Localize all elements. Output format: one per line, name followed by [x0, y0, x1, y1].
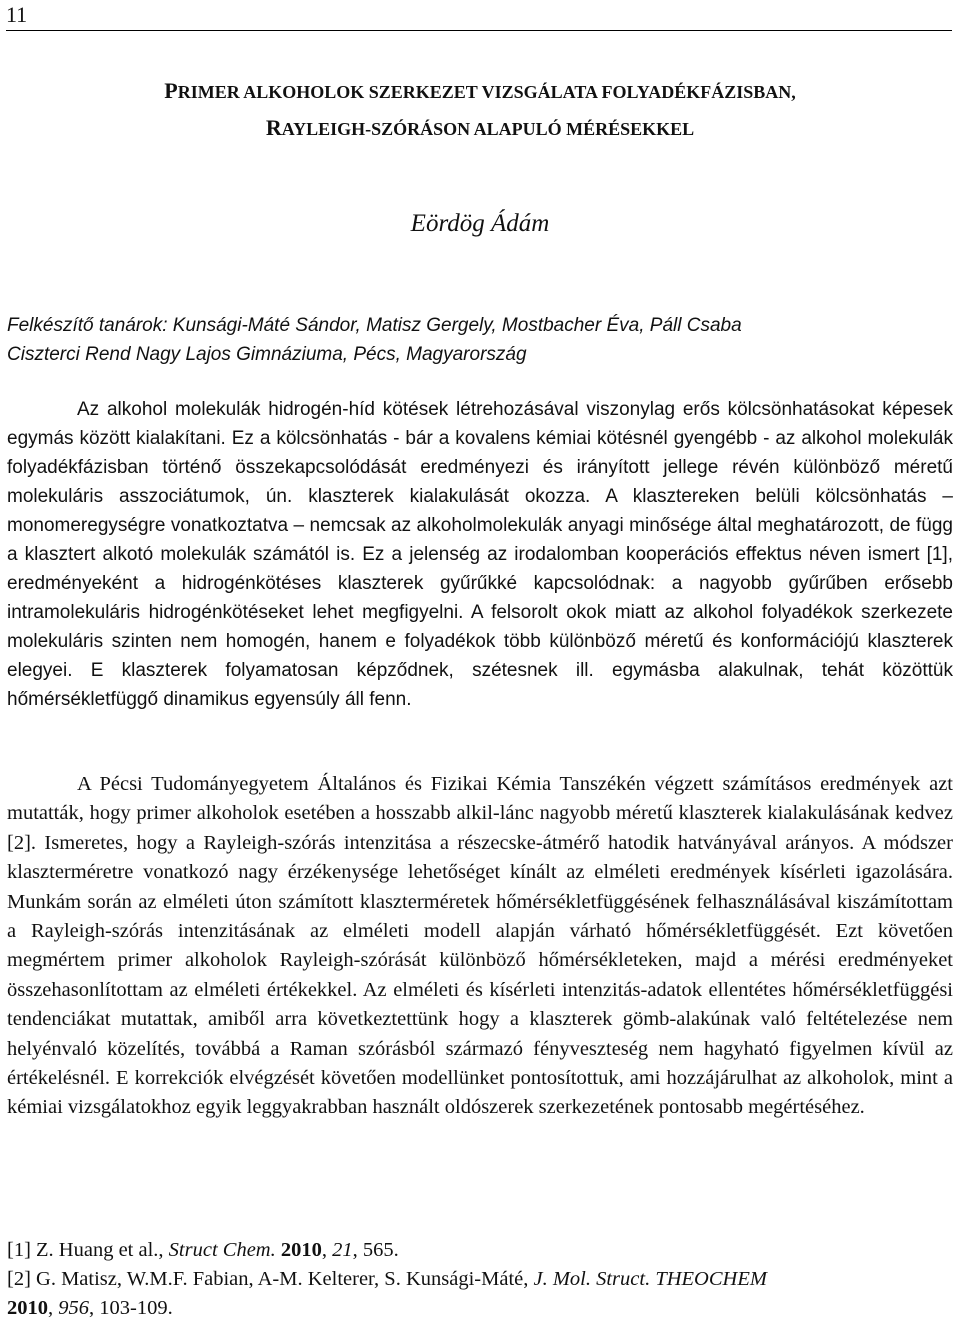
- title-line-1: PRIMER ALKOHOLOK SZERKEZET VIZSGÁLATA FOLYADÉKFÁZISBAN,: [164, 78, 796, 103]
- page-number: 11: [6, 0, 952, 31]
- affiliation: [7, 311, 953, 369]
- institution-line: Ciszterci Rend Nagy Lajos Gimnáziuma, Pécs, Magyarország: [7, 344, 527, 365]
- abstract-text: Az alkohol molekulák hidrogén-híd kötések létrehozásával viszonylag erős kölcsönhatásokat képesek egymás között kialakítani. Ez a kölcsönhatás - bár a kovalens kémiai kötésnél gyengébb - az alkohol molekulák folyadékfázisban történő összekapcsolódását eredményezi és irányított jellege révén különböző méretű molekuláris asszociátumok, ún. klaszterek kialakulását okozza. A klasztereken belüli kölcsönhatás – monomeregységre vonatkoztatva – nemcsak az alkoholmolekulák anyagi minősége által meghatározott, de függ a klasztert alkotó molekulák számától is. Ez a jelenség az irodalomban kooperációs effektus néven ismert [1], eredményeként a hidrogénkötéses klaszterek gyűrűkké kapcsolódnak: a nagyobb gyűrűben erősebb intramolekuláris hidrogénkötéseket lehet megfigyelni. A felsorolt okok miatt az alkohol folyadékok szerkezete molekuláris szinten nem homogén, hanem e folyadékok több különböző méretű és konformációjú klaszterek elegyei. E klaszterek folyamatosan képződnek, szétesnek ill. egymásba alakulnak, tehát közöttük hőmérsékletfüggő dinamikus egyensúly áll fenn.: [7, 399, 953, 710]
- author-name: Eördög Ádám: [410, 210, 550, 237]
- paper-title: [0, 73, 960, 147]
- supervisors-line: Felkészítő tanárok: Kunsági-Máté Sándor, Matisz Gergely, Mostbacher Éva, Páll Csaba: [7, 315, 742, 336]
- references: [7, 1236, 953, 1323]
- body-paragraph: [7, 770, 953, 1123]
- reference-2: [2] G. Matisz, W.M.F. Fabian, A-M. Kelterer, S. Kunsági-Máté, J. Mol. Struct. THEOCHEM 2010, 956, 103-109.: [7, 1268, 767, 1319]
- title-line-2: RAYLEIGH-SZÓRÁSON ALAPULÓ MÉRÉSEKKEL: [265, 115, 695, 140]
- reference-1: [1] Z. Huang et al., Struct Chem. 2010, 21, 565.: [7, 1239, 399, 1261]
- body-text: A Pécsi Tudományegyetem Általános és Fizikai Kémia Tanszékén végzett számításos eredmények azt mutatták, hogy primer alkoholok esetében a hosszabb alkil-lánc nagyobb méretű klaszterek kialakulásának kedvez [2]. Ismeretes, hogy a Rayleigh-szórás intenzitása a részecske-átmérő hatodik hatványával arányos. A módszer klaszterméretre vonatkozó nagy érzékenysége lehetőséget kínált az elméleti eredmények kísérleti igazolására. Munkám során az elméleti úton számított klaszterméretek hőmérsékletfüggésének felhasználásával kiszámítottam a Rayleigh-szórás intenzitásának az elméleti modell alapján várható hőmérsékletfüggését. Ezt követően megmértem primer alkoholok Rayleigh-szórását különböző hőmérsékleteken, majd a mérési eredményeket összehasonlítottam az elméleti értékekkel. Az elméleti és kísérleti intenzitás-adatok ellentétes hőmérsékletfüggési tendenciákat mutattak, amiből arra következtettünk hogy a klaszterek gömb-alakúnak való feltételezése nem helyénvaló közelítés, továbbá a Raman szórásból származó fényveszteség nem hagyható figyelmen kívül az értékelésnél. E korrekciók elvégzését követően modellünket pontosítottuk, ami hozzájárulhat az alkoholok, mint a kémiai vizsgálatokhoz egyik leggyakrabban használt oldószerek szerkezetének pontosabb megértéséhez.: [7, 773, 953, 1119]
- abstract-paragraph: [7, 395, 953, 714]
